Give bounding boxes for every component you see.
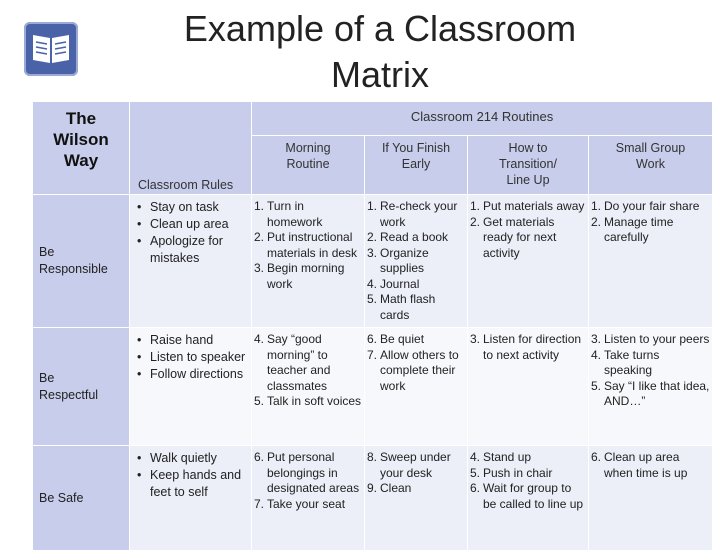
routine-step: 5. Say “I like that idea, AND…”: [591, 378, 710, 408]
column-header: Small Group Work: [589, 136, 713, 195]
rules-cell: [130, 328, 252, 446]
routine-step: 3. Listen to your peers: [591, 332, 710, 346]
page-title: [140, 6, 620, 98]
routine-step: 8. Sweep under your desk: [367, 450, 451, 480]
rule-item: • Apologize for mistakes: [150, 233, 249, 267]
classroom-matrix-table: [32, 101, 713, 551]
routine-step: 5. Math flash cards: [367, 292, 436, 322]
classroom-rules-header: Classroom Rules: [130, 102, 252, 195]
routine-cell: [589, 195, 713, 328]
matrix-row: [33, 446, 713, 551]
routine-step: 1. Do your fair share: [591, 199, 700, 213]
routine-step: 6. Put personal belongings in designated areas: [254, 450, 360, 495]
routine-step: 4. Say “good morning” to teacher and classmates: [254, 332, 331, 393]
routine-step: 3. Listen for direction to next activity: [470, 332, 582, 362]
routine-cell: [589, 446, 713, 551]
routine-step: 4. Journal: [367, 276, 420, 291]
routine-step: 2. Put instructional materials in desk: [254, 230, 358, 260]
routine-step: 2. Read a book: [367, 230, 449, 244]
book-icon: [24, 22, 78, 76]
routine-step: 2. Get materials ready for next activity: [470, 214, 557, 260]
routine-cell: [365, 446, 468, 551]
routine-step: 1. Re-check your work: [367, 199, 458, 229]
routine-cell: [252, 446, 365, 551]
routine-step: 7. Allow others to complete their work: [367, 347, 459, 393]
routine-step: 2. Manage time carefully: [591, 214, 674, 244]
routine-cell: [252, 328, 365, 446]
routine-step: 1. Turn in homework: [254, 199, 323, 229]
routine-step: 5. Push in chair: [470, 465, 553, 480]
routine-step: 1. Put materials away: [470, 199, 585, 213]
matrix-row: [33, 328, 713, 446]
routine-step: 3. Begin morning work: [254, 261, 345, 291]
row-header: Be Respectful: [33, 328, 130, 446]
routine-cell: [365, 195, 468, 328]
rule-item: • Clean up area: [150, 216, 249, 233]
column-header: Morning Routine: [252, 136, 365, 195]
rules-cell: [130, 446, 252, 551]
column-header: If You Finish Early: [365, 136, 468, 195]
row-header: Be Responsible: [33, 195, 130, 328]
routine-step: 6. Clean up area when time is up: [591, 450, 688, 480]
wilson-way-header: The Wilson Way: [33, 102, 130, 195]
routine-step: 6. Be quiet: [367, 332, 425, 346]
routine-cell: [252, 195, 365, 328]
rule-item: • Raise hand: [150, 332, 249, 349]
rule-item: • Listen to speaker: [150, 349, 249, 366]
rule-item: • Walk quietly: [150, 450, 249, 467]
routine-cell: [365, 328, 468, 446]
matrix-row: [33, 195, 713, 328]
rule-item: • Keep hands and feet to self: [150, 467, 249, 501]
routine-cell: [468, 446, 589, 551]
title-line: Matrix: [331, 54, 429, 95]
routine-step: 5. Talk in soft voices: [254, 394, 362, 408]
routine-step: 3. Organize supplies: [367, 245, 429, 275]
routine-step: 7. Take your seat: [254, 496, 346, 511]
routine-cell: [468, 328, 589, 446]
title-line: Example of a Classroom: [183, 8, 577, 49]
rule-item: • Follow directions: [150, 366, 249, 383]
row-header: Be Safe: [33, 446, 130, 551]
routine-step: 4. Stand up: [470, 450, 532, 464]
routine-step: 9. Clean: [367, 481, 412, 495]
routine-step: 4. Take turns speaking: [591, 347, 660, 377]
rules-cell: [130, 195, 252, 328]
routine-step: 6. Wait for group to be called to line up: [470, 481, 584, 511]
routine-cell: [589, 328, 713, 446]
routine-cell: [468, 195, 589, 328]
column-header: How to Transition/ Line Up: [468, 136, 589, 195]
rule-item: • Stay on task: [150, 199, 249, 216]
routines-header: Classroom 214 Routines: [252, 102, 713, 136]
